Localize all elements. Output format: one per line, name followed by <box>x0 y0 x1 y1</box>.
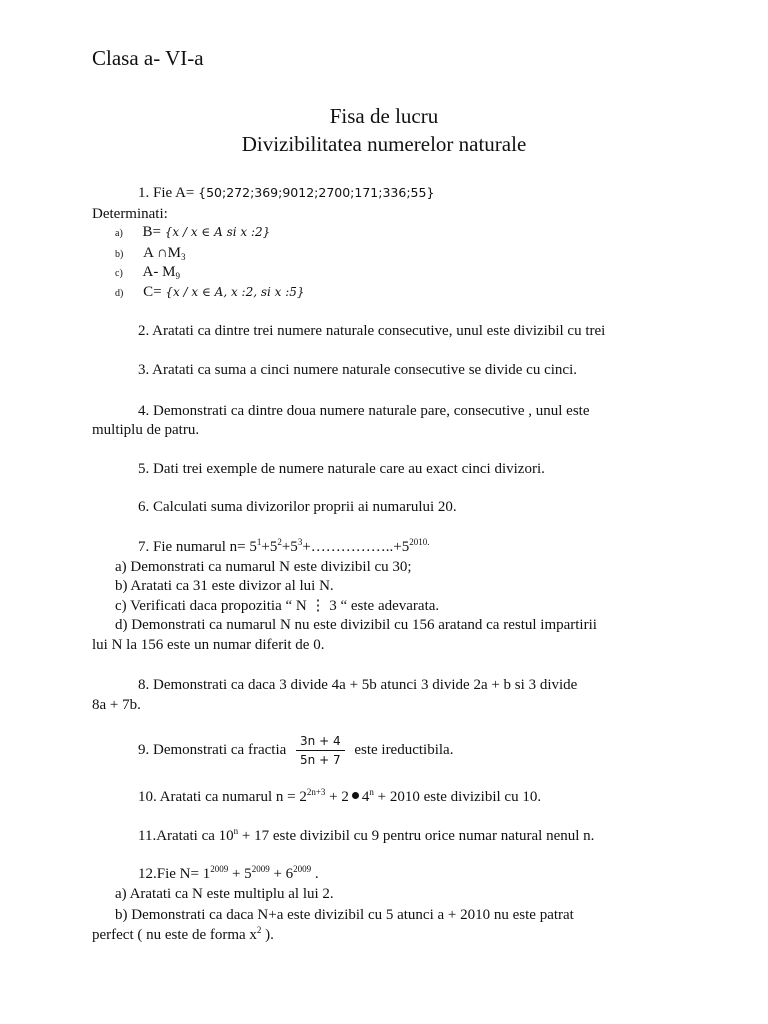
problem-10-lead: 10. Aratati ca numarul n = 2 <box>138 789 307 805</box>
item-text: A- M <box>142 264 176 280</box>
problem-12-lead: 12.Fie N= 1 <box>138 866 211 882</box>
fraction-denominator: 5n + 7 <box>300 753 341 768</box>
problem-1-item-b <box>115 244 186 264</box>
exponent: n <box>233 826 239 836</box>
problem-3: 3. Aratati ca suma a cinci numere naturale consecutive se divide cu cinci. <box>138 362 577 378</box>
problem-8-line-1: 8. Demonstrati ca daca 3 divide 4a + 5b atunci 3 divide 2a + b si 3 divide <box>138 677 578 693</box>
exponent: 2 <box>277 537 282 547</box>
subscript: 3 <box>181 252 186 262</box>
term: . <box>311 866 319 882</box>
problem-12-item-b-line-2 <box>92 926 274 944</box>
problem-9 <box>138 730 453 770</box>
exponent: 1 <box>256 537 262 547</box>
exponent: 3 <box>297 537 303 547</box>
problem-7-item-b: b) Aratati ca 31 este divizor al lui N. <box>115 578 334 594</box>
problem-1-lead: 1. Fie A= <box>138 185 199 201</box>
problem-2: 2. Aratati ca dintre trei numere naturale consecutive, unul este divizibil cu trei <box>138 323 606 339</box>
set-a: {50;272;369;9012;2700;171;336;55} <box>198 185 435 200</box>
term: +……………..+5 <box>302 539 410 555</box>
problem-12-item-a: a) Aratati ca N este multiplu al lui 2. <box>115 886 334 902</box>
problem-1-item-a <box>115 223 270 243</box>
problem-4-line-2: multiplu de patru. <box>92 422 200 438</box>
problem-10 <box>138 788 541 806</box>
exponent: 2009 <box>293 864 312 874</box>
problem-11-lead: 11.Aratati ca 10 <box>138 828 234 844</box>
term: +5 <box>261 539 278 555</box>
multiplication-dot-icon <box>352 792 359 799</box>
problem-7-lead: 7. Fie numarul n= 5 <box>138 539 257 555</box>
problem-12-item-b-line-1: b) Demonstrati ca daca N+a este divizibil cu 5 atunci a + 2010 nu este patrat <box>115 907 574 923</box>
problem-5: 5. Dati trei exemple de numere naturale care au exact cinci divizori. <box>138 461 545 477</box>
problem-8-line-2: 8a + 7b. <box>92 697 141 713</box>
problem-7-item-c: c) Verificati daca propozitia “ N ⋮ 3 “ este adevarata. <box>115 598 440 614</box>
problem-9-tail: este ireductibila. <box>354 742 454 758</box>
problem-11 <box>138 827 594 845</box>
item-text: perfect ( nu este de forma x <box>92 927 257 943</box>
problem-4-line-1: 4. Demonstrati ca dintre doua numere naturale pare, consecutive , unul este <box>138 403 590 419</box>
problem-7-item-a: a) Demonstrati ca numarul N este divizibil cu 30; <box>115 559 412 575</box>
term: + 2 <box>325 789 349 805</box>
exponent: 2010. <box>409 537 430 547</box>
fraction <box>296 733 345 768</box>
problem-11-tail: + 17 este divizibil cu 9 pentru orice numar natural nenul n. <box>238 828 595 844</box>
set-c-definition: {x / x ∈ A, x :2, si x :5} <box>165 285 305 299</box>
problem-7-item-d-line-2: lui N la 156 este un numar diferit de 0. <box>92 637 325 653</box>
problem-1-item-d <box>115 283 305 303</box>
term: + 5 <box>228 866 252 882</box>
item-text: A ∩M <box>143 245 182 261</box>
subscript: 9 <box>175 271 180 281</box>
fraction-numerator: 3n + 4 <box>296 733 345 751</box>
item-label: a) <box>115 228 123 239</box>
exponent: 2 <box>256 925 262 935</box>
exponent: 2009 <box>210 864 229 874</box>
problem-7 <box>138 538 429 556</box>
item-label: b) <box>115 249 124 260</box>
item-text: ). <box>261 927 274 943</box>
set-b-definition: {x / x ∈ A si x :2} <box>164 225 271 239</box>
item-text: C= <box>143 284 166 300</box>
class-label: Clasa a- VI-a <box>92 46 204 70</box>
exponent: 2n+3 <box>306 787 326 797</box>
worksheet-subtitle: Divizibilitatea numerelor naturale <box>241 132 527 156</box>
problem-12 <box>138 865 319 883</box>
problem-1-instruction: Determinati: <box>92 206 168 222</box>
term: + 6 <box>269 866 294 882</box>
item-label: c) <box>115 268 123 279</box>
term: +5 <box>281 539 298 555</box>
exponent: n <box>369 787 374 797</box>
problem-10-tail: + 2010 este divizibil cu 10. <box>373 789 542 805</box>
problem-7-item-d-line-1: d) Demonstrati ca numarul N nu este divizibil cu 156 aratand ca restul impartirii <box>115 617 597 633</box>
term: 4 <box>361 789 370 805</box>
exponent: 2009 <box>251 864 270 874</box>
problem-1 <box>138 184 434 202</box>
problem-9-lead: 9. Demonstrati ca fractia <box>138 742 287 758</box>
item-label: d) <box>115 288 124 299</box>
item-text: B= <box>142 224 165 240</box>
problem-1-item-c <box>115 263 180 283</box>
problem-6: 6. Calculati suma divizorilor proprii ai numarului 20. <box>138 499 457 515</box>
worksheet-title: Fisa de lucru <box>329 104 439 128</box>
